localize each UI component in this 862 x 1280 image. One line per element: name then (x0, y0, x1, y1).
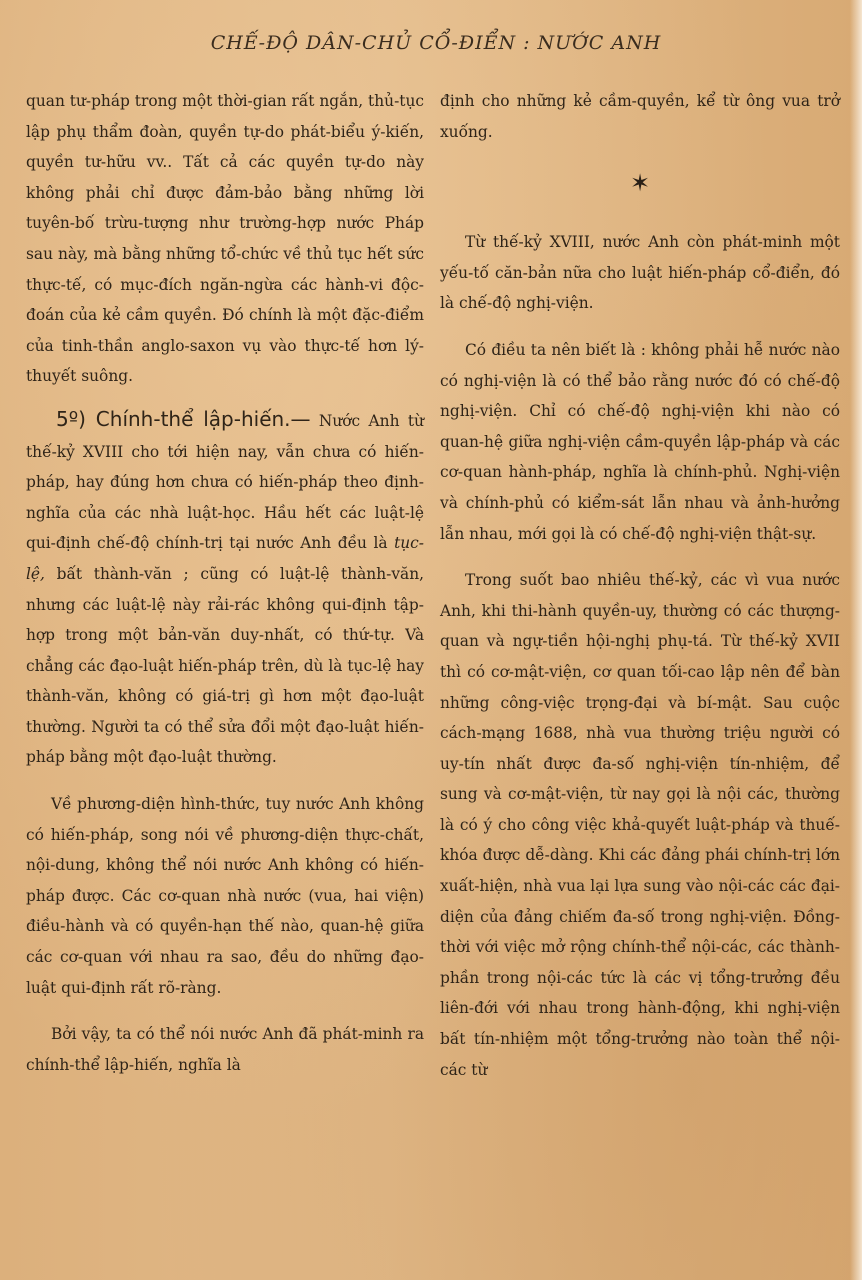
italic-term: tục-lệ, (26, 534, 424, 583)
page-edge (850, 0, 862, 1280)
section-divider (440, 155, 840, 211)
star-ornament-icon: ✶ (629, 169, 651, 198)
paragraph-text: Nước Anh từ thế-kỷ XVIII cho tới hiện nay, vẫn chưa có hiến-pháp, hay đúng hơn chưa có hiến-pháp theo định-nghĩa của các nhà luật-học. Hầu hết các luật-lệ qui-định chế-độ chính-trị tại nước Anh đều là (26, 411, 424, 553)
paragraph: quan tư-pháp trong một thời-gian rất ngắn, thủ-tục lập phụ thẩm đoàn, quyền tự-do phát-biểu ý-kiến, quyền tư-hữu vv.. Tất cả các quyền tự-do này không phải chỉ được đảm-bảo bằng những lời tuyên-bố trừu-tượng như trường-hợp nước Pháp sau này, mà bằng những tổ-chức về thủ tục hết sức thực-tế, có mục-đích ngăn-ngừa các hành-vi độc-đoán của kẻ cầm quyền. Đó chính là một đặc-điểm của tinh-thần anglo-saxon vụ vào thực-tế hơn lý-thuyết suông. (26, 92, 424, 386)
paragraph-text: bất thành-văn ; cũng có luật-lệ thành-văn, nhưng các luật-lệ này rải-rác không qui-định tập-hợp trong một bản-văn duy-nhất, có thứ-tự. Và chẳng các đạo-luật hiến-pháp trên, dù là tục-lệ hay thành-văn, không có giá-trị gì hơn một đạo-luật thường. Người ta có thể sửa đổi một đạo-luật hiến-pháp bằng một đạo-luật thường. (26, 564, 424, 767)
running-title: CHẾ-ĐỘ DÂN-CHỦ CỔ-ĐIỂN : NƯỚC ANH (210, 32, 662, 54)
paragraph: định cho những kẻ cầm-quyền, kể từ ông vua trở xuống. (440, 92, 840, 141)
section-heading: 5º) Chính-thể lập-hiến.— (56, 406, 311, 431)
right-column (440, 86, 840, 1085)
paragraph: Bởi vậy, ta có thể nói nước Anh đã phát-minh ra chính-thể lập-hiến, nghĩa là (26, 1025, 424, 1074)
paragraph: Từ thế-kỷ XVIII, nước Anh còn phát-minh một yếu-tố căn-bản nữa cho luật hiến-pháp cổ-điển, đó là chế-độ nghị-viện. (440, 233, 840, 313)
section-paragraph (26, 404, 424, 773)
left-column (26, 86, 424, 1080)
paragraph: Về phương-diện hình-thức, tuy nước Anh không có hiến-pháp, song nói về phương-diện thực-chất, nội-dung, không thể nói nước Anh không có hiến-pháp được. Các cơ-quan nhà nước (vua, hai viện) điều-hành và có quyền-hạn thế nào, quan-hệ giữa các cơ-quan với nhau ra sao, đều do những đạo-luật qui-định rất rõ-ràng. (26, 795, 424, 997)
paragraph: Trong suốt bao nhiêu thế-kỷ, các vì vua nước Anh, khi thi-hành quyền-uy, thường có các thượng-quan và ngự-tiền hội-nghị phụ-tá. Từ thế-kỷ XVII thì có cơ-mật-viện, cơ quan tối-cao lập nên để bàn những công-việc trọng-đại và bí-mật. Sau cuộc cách-mạng 1688, nhà vua thường triệu người có uy-tín nhất được đa-số nghị-viện tín-nhiệm, để sung và cơ-mật-viện, từ nay gọi là nội các, thường là có ý cho công việc khả-quyết luật-pháp và thuế-khóa được dễ-dàng. Khi các đảng phái chính-trị lớn xuất-hiện, nhà vua lại lựa sung vào nội-các các đại-diện của đảng chiếm đa-số trong nghị-viện. Đồng-thời với việc mở rộng chính-thể nội-các, các thành-phần trong nội-các tức là các vị tổng-trưởng đều liên-đới với nhau trong hành-động, khi nghị-viện bất tín-nhiệm một tổng-trưởng nào toàn thể nội-các từ (440, 571, 840, 1079)
running-header (0, 32, 862, 54)
paragraph: Có điều ta nên biết là : không phải hễ nước nào có nghị-viện là có thể bảo rằng nước đó có chế-độ nghị-viện. Chỉ có chế-độ nghị-viện khi nào có quan-hệ giữa nghị-viện cầm-quyền lập-pháp và các cơ-quan hành-pháp, nghĩa là chính-phủ. Nghị-viện và chính-phủ có kiểm-sát lẫn nhau và ảnh-hưởng lẫn nhau, mới gọi là có chế-độ nghị-viện thật-sự. (440, 340, 840, 543)
